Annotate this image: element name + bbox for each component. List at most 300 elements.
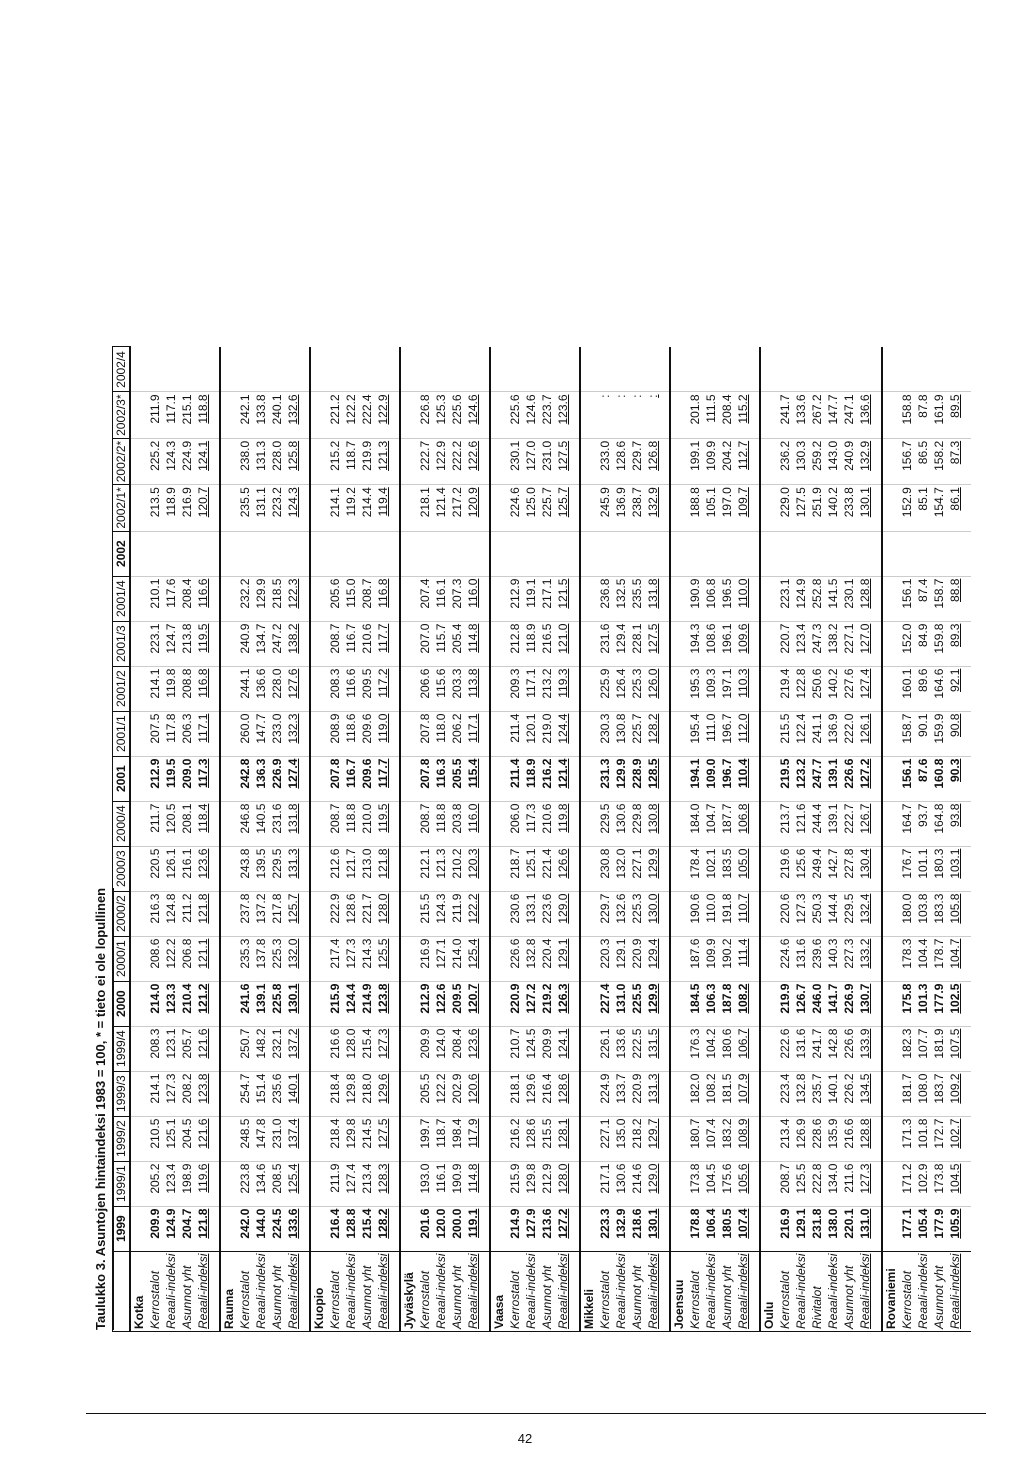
value-cell: 107.7 (915, 1026, 931, 1071)
value-cell: 105.1 (703, 485, 719, 531)
spacer-cell (963, 1071, 971, 1116)
spacer-cell (391, 392, 400, 438)
value-cell: 207.8 (417, 711, 433, 756)
value-cell: 231.0 (269, 1116, 285, 1161)
spacer-cell (963, 666, 971, 711)
empty-cell (580, 347, 597, 392)
spacer-cell (571, 666, 580, 711)
row-label: Asunnot yht (269, 1251, 285, 1331)
spacer-cell (301, 531, 310, 576)
value-cell (841, 347, 857, 392)
value-cell (719, 347, 735, 392)
spacer-cell (391, 711, 400, 756)
value-cell: 130.8 (645, 801, 661, 846)
spacer-cell (481, 621, 490, 666)
value-cell: 122.2 (163, 936, 179, 981)
value-cell: 132.8 (523, 936, 539, 981)
value-cell: 116.8 (195, 666, 211, 711)
table-row (735, 347, 751, 1332)
value-cell: 215.5 (777, 711, 793, 756)
empty-cell (670, 485, 687, 531)
empty-cell (400, 891, 417, 936)
value-cell: 129.8 (523, 1161, 539, 1206)
value-cell: 217.1 (539, 576, 555, 621)
value-cell: 219.2 (539, 981, 555, 1026)
empty-cell (310, 485, 327, 531)
empty-cell (400, 666, 417, 711)
empty-cell (310, 756, 327, 801)
spacer-cell (963, 485, 971, 531)
spacer-cell (751, 621, 760, 666)
section-spacer (301, 347, 310, 1332)
spacer-cell (301, 1071, 310, 1116)
value-cell: 128.0 (555, 1161, 571, 1206)
value-cell: 112.0 (735, 711, 751, 756)
value-cell (687, 531, 703, 576)
spacer-cell (873, 392, 882, 438)
value-cell: 118.6 (343, 711, 359, 756)
value-cell: 180.5 (719, 1206, 735, 1251)
value-cell: 216.9 (417, 936, 433, 981)
value-cell: 241.1 (809, 711, 825, 756)
value-cell: 230.1 (841, 576, 857, 621)
value-cell: 213.8 (179, 621, 195, 666)
empty-cell (130, 1026, 147, 1071)
value-cell: 260.0 (237, 711, 253, 756)
value-cell (147, 347, 163, 392)
spacer-cell (873, 531, 882, 576)
value-cell: 226.9 (841, 981, 857, 1026)
spacer-cell (391, 1206, 400, 1251)
spacer-cell (391, 666, 400, 711)
empty-cell (130, 1206, 147, 1251)
spacer-cell (873, 1206, 882, 1251)
empty-cell (670, 936, 687, 981)
spacer-cell (963, 936, 971, 981)
value-cell: 136.6 (857, 392, 873, 438)
value-cell: 116.1 (433, 1161, 449, 1206)
empty-cell (490, 981, 507, 1026)
empty-cell (130, 981, 147, 1026)
table-row (915, 347, 931, 1332)
empty-cell (130, 936, 147, 981)
value-cell (735, 531, 751, 576)
value-cell: 127.0 (523, 438, 539, 484)
value-cell (343, 531, 359, 576)
spacer-cell (751, 1026, 760, 1071)
value-cell: 139.1 (825, 801, 841, 846)
value-cell: 250.7 (237, 1026, 253, 1071)
value-cell: 103.1 (947, 846, 963, 891)
value-cell: 229.8 (629, 801, 645, 846)
column-header: 1999/3 (113, 1071, 131, 1116)
empty-cell (760, 846, 777, 891)
empty-cell (490, 891, 507, 936)
value-cell: 215.9 (327, 981, 343, 1026)
value-cell: 214.1 (147, 666, 163, 711)
value-cell (703, 531, 719, 576)
value-cell: 121.6 (195, 1116, 211, 1161)
value-cell: 210.7 (507, 1026, 523, 1071)
value-cell: 112.7 (735, 438, 751, 484)
value-cell: 211.9 (327, 1161, 343, 1206)
value-cell: 161.9 (931, 392, 947, 438)
row-label: Asunnot yht (719, 1251, 735, 1331)
value-cell: 218.5 (269, 576, 285, 621)
value-cell: 133.6 (285, 1206, 301, 1251)
value-cell: 216.5 (539, 621, 555, 666)
value-cell: 211.7 (147, 801, 163, 846)
value-cell: 214.9 (359, 981, 375, 1026)
value-cell: 119.8 (555, 801, 571, 846)
value-cell: 223.1 (777, 576, 793, 621)
value-cell: 154.7 (931, 485, 947, 531)
row-label: Reaali-indeksi (465, 1251, 481, 1331)
empty-cell (490, 438, 507, 484)
spacer-cell (873, 438, 882, 484)
spacer-cell (963, 531, 971, 576)
value-cell: 190.9 (687, 576, 703, 621)
table-row (237, 347, 253, 1332)
value-cell: 207.5 (147, 711, 163, 756)
spacer-cell (481, 1116, 490, 1161)
value-cell (343, 347, 359, 392)
row-label: Reaali-indeksi (523, 1251, 539, 1331)
value-cell: 212.1 (417, 846, 433, 891)
empty-cell (220, 891, 237, 936)
value-cell: 120.7 (465, 981, 481, 1026)
value-cell (417, 531, 433, 576)
spacer-cell (211, 1161, 220, 1206)
value-cell (375, 347, 391, 392)
spacer-cell (211, 801, 220, 846)
empty-cell (490, 666, 507, 711)
value-cell: 129.4 (645, 936, 661, 981)
value-cell: 227.3 (841, 936, 857, 981)
value-cell (825, 531, 841, 576)
city-heading-row (130, 347, 147, 1332)
value-cell: 127.3 (343, 936, 359, 981)
column-header: 1999/4 (113, 1026, 131, 1071)
table-row (269, 347, 285, 1332)
value-cell: 160.1 (899, 666, 915, 711)
empty-cell (220, 1206, 237, 1251)
value-cell: 213.4 (777, 1116, 793, 1161)
value-cell: 191.8 (719, 891, 735, 936)
value-cell: 104.5 (947, 1161, 963, 1206)
column-header: 2000 (113, 981, 131, 1026)
spacer-cell (391, 891, 400, 936)
value-cell: 204.7 (179, 1206, 195, 1251)
value-cell: 105.9 (947, 1206, 963, 1251)
empty-cell (670, 891, 687, 936)
value-cell: 259.2 (809, 438, 825, 484)
empty-cell (310, 846, 327, 891)
value-cell: 208.5 (269, 1161, 285, 1206)
value-cell: 210.0 (359, 801, 375, 846)
value-cell: 117.1 (195, 711, 211, 756)
value-cell (449, 347, 465, 392)
value-cell: 231.6 (597, 621, 613, 666)
value-cell: 124.9 (163, 1206, 179, 1251)
value-cell: 230.1 (507, 438, 523, 484)
value-cell: 121.3 (433, 846, 449, 891)
value-cell: 87.6 (915, 756, 931, 801)
value-cell: 132.0 (285, 936, 301, 981)
spacer-cell (391, 531, 400, 576)
value-cell: 218.4 (327, 1071, 343, 1116)
value-cell: 119.3 (555, 666, 571, 711)
spacer-cell (571, 1116, 580, 1161)
spacer-cell (661, 1026, 670, 1071)
value-cell: 121.6 (793, 801, 809, 846)
spacer-cell (301, 936, 310, 981)
value-cell (629, 531, 645, 576)
value-cell: 159.9 (931, 711, 947, 756)
value-cell: 130.0 (645, 891, 661, 936)
spacer-cell (963, 846, 971, 891)
table-row (687, 347, 703, 1332)
value-cell: 90.3 (947, 756, 963, 801)
value-cell: 127.3 (375, 1026, 391, 1071)
value-cell: 119.8 (163, 666, 179, 711)
value-cell: 212.6 (327, 846, 343, 891)
empty-cell (580, 981, 597, 1026)
value-cell: 241.7 (809, 1026, 825, 1071)
value-cell: 190.6 (687, 891, 703, 936)
table-row (555, 347, 571, 1332)
empty-cell (310, 347, 327, 392)
value-cell: 124.0 (433, 1026, 449, 1071)
empty-cell (580, 846, 597, 891)
value-cell: : (597, 392, 613, 438)
value-cell: 187.6 (687, 936, 703, 981)
value-cell: 137.2 (253, 891, 269, 936)
empty-cell (310, 891, 327, 936)
value-cell: 199.7 (417, 1116, 433, 1161)
spacer-cell (751, 666, 760, 711)
column-header: 1999/1 (113, 1161, 131, 1206)
value-cell: 116.6 (195, 576, 211, 621)
spacer-cell (873, 1026, 882, 1071)
value-cell: 158.8 (899, 392, 915, 438)
value-cell: 107.5 (947, 1026, 963, 1071)
spacer-cell (873, 1116, 882, 1161)
value-cell: 196.1 (719, 621, 735, 666)
spacer-cell (481, 846, 490, 891)
empty-cell (220, 846, 237, 891)
empty-cell (310, 621, 327, 666)
spacer-cell (963, 1116, 971, 1161)
spacer-cell (873, 347, 882, 392)
empty-cell (670, 1026, 687, 1071)
empty-cell (490, 531, 507, 576)
value-cell: 127.5 (793, 485, 809, 531)
value-cell (687, 347, 703, 392)
spacer-cell (301, 756, 310, 801)
value-cell: 85.1 (915, 485, 931, 531)
value-cell: 224.6 (507, 485, 523, 531)
value-cell: 143.0 (825, 438, 841, 484)
value-cell: 181.5 (719, 1071, 735, 1116)
value-cell: 144.0 (253, 1206, 269, 1251)
spacer-cell (661, 438, 670, 484)
value-cell: 225.3 (629, 891, 645, 936)
spacer-cell (301, 1026, 310, 1071)
value-cell: 208.9 (327, 711, 343, 756)
spacer-cell (751, 485, 760, 531)
value-cell: 142.8 (825, 1026, 841, 1071)
value-cell: 127.4 (285, 756, 301, 801)
spacer-cell (571, 1161, 580, 1206)
value-cell (629, 347, 645, 392)
value-cell: 128.3 (375, 1161, 391, 1206)
value-cell: 219.4 (777, 666, 793, 711)
spacer-cell (211, 576, 220, 621)
value-cell: 209.9 (417, 1026, 433, 1071)
value-cell: 231.8 (809, 1206, 825, 1251)
value-cell: 210.5 (147, 1116, 163, 1161)
value-cell: 181.9 (931, 1026, 947, 1071)
value-cell: 211.9 (449, 891, 465, 936)
spacer-cell (481, 485, 490, 531)
value-cell: 214.0 (147, 981, 163, 1026)
value-cell: 219.9 (777, 981, 793, 1026)
value-cell: 230.6 (507, 891, 523, 936)
spacer-cell (661, 621, 670, 666)
value-cell: 147.7 (825, 392, 841, 438)
spacer-cell (571, 936, 580, 981)
value-cell: 133.8 (253, 392, 269, 438)
empty-cell (882, 1116, 899, 1161)
value-cell: : (613, 392, 629, 438)
empty-cell (400, 1116, 417, 1161)
spacer-cell (661, 531, 670, 576)
spacer-cell (963, 1161, 971, 1206)
value-cell: 227.4 (597, 981, 613, 1026)
table-row (465, 347, 481, 1332)
value-cell: 132.4 (857, 891, 873, 936)
value-cell: 206.6 (417, 666, 433, 711)
empty-cell (310, 666, 327, 711)
value-cell: 247.2 (269, 621, 285, 666)
value-cell: 109.7 (735, 485, 751, 531)
value-cell: 124.8 (163, 891, 179, 936)
table-row (777, 347, 793, 1332)
value-cell: 136.6 (253, 666, 269, 711)
value-cell: 129.6 (523, 1071, 539, 1116)
value-cell: 209.0 (179, 756, 195, 801)
value-cell: 116.0 (465, 576, 481, 621)
value-cell: 117.3 (195, 756, 211, 801)
value-cell: 218.1 (417, 485, 433, 531)
empty-cell (220, 936, 237, 981)
value-cell: 246.0 (809, 981, 825, 1026)
empty-cell (130, 846, 147, 891)
value-cell: 249.4 (809, 846, 825, 891)
column-header: 1999/2 (113, 1116, 131, 1161)
value-cell (195, 531, 211, 576)
empty-cell (490, 1206, 507, 1251)
value-cell: 213.2 (539, 666, 555, 711)
value-cell: 118.9 (163, 485, 179, 531)
table-row (195, 347, 211, 1332)
spacer-cell (211, 1206, 220, 1251)
value-cell: 102.1 (703, 846, 719, 891)
header-label-cell (113, 1251, 131, 1331)
page-number: 42 (517, 1431, 533, 1446)
value-cell: 132.6 (613, 891, 629, 936)
spacer-cell (481, 756, 490, 801)
value-cell: 131.5 (645, 1026, 661, 1071)
value-cell (523, 347, 539, 392)
value-cell: 129.0 (555, 891, 571, 936)
section-spacer (391, 347, 400, 1332)
spacer-cell (391, 347, 400, 392)
value-cell: 116.7 (343, 756, 359, 801)
empty-cell (490, 392, 507, 438)
value-cell: 105.0 (735, 846, 751, 891)
value-cell: 126.7 (793, 981, 809, 1026)
value-cell: 213.5 (147, 485, 163, 531)
value-cell: 132.9 (645, 485, 661, 531)
value-cell: 121.5 (555, 576, 571, 621)
value-cell: 111.4 (735, 936, 751, 981)
value-cell: 159.8 (931, 621, 947, 666)
value-cell: 228.1 (629, 621, 645, 666)
empty-cell (760, 981, 777, 1026)
empty-cell (670, 801, 687, 846)
value-cell: 241.7 (777, 392, 793, 438)
value-cell: 227.1 (597, 1116, 613, 1161)
value-cell: 125.5 (375, 936, 391, 981)
table-row (719, 347, 735, 1332)
table-row (417, 347, 433, 1332)
value-cell: 223.8 (237, 1161, 253, 1206)
city-heading-row (580, 347, 597, 1332)
spacer-cell (873, 936, 882, 981)
column-header: 2001/3 (113, 621, 131, 666)
table-row (613, 347, 629, 1332)
value-cell: 241.6 (237, 981, 253, 1026)
spacer-cell (571, 801, 580, 846)
value-cell: 132.5 (613, 576, 629, 621)
value-cell: 227.6 (841, 666, 857, 711)
empty-cell (580, 1071, 597, 1116)
empty-cell (490, 347, 507, 392)
spacer-cell (661, 756, 670, 801)
value-cell: 215.4 (359, 1206, 375, 1251)
value-cell: 229.7 (629, 438, 645, 484)
value-cell: 135.0 (613, 1116, 629, 1161)
spacer-cell (211, 485, 220, 531)
column-header: 2001/4 (113, 576, 131, 621)
value-cell: 216.4 (327, 1206, 343, 1251)
city-name: Rauma (220, 1251, 237, 1331)
table-row (841, 347, 857, 1332)
value-cell: 230.3 (597, 711, 613, 756)
empty-cell (670, 756, 687, 801)
empty-cell (670, 621, 687, 666)
value-cell: 136.3 (253, 756, 269, 801)
value-cell: 120.0 (433, 1206, 449, 1251)
value-cell: 118.7 (343, 438, 359, 484)
empty-cell (580, 485, 597, 531)
empty-cell (580, 801, 597, 846)
value-cell: 140.1 (285, 1071, 301, 1116)
header-row (113, 347, 131, 1332)
spacer-cell (391, 576, 400, 621)
